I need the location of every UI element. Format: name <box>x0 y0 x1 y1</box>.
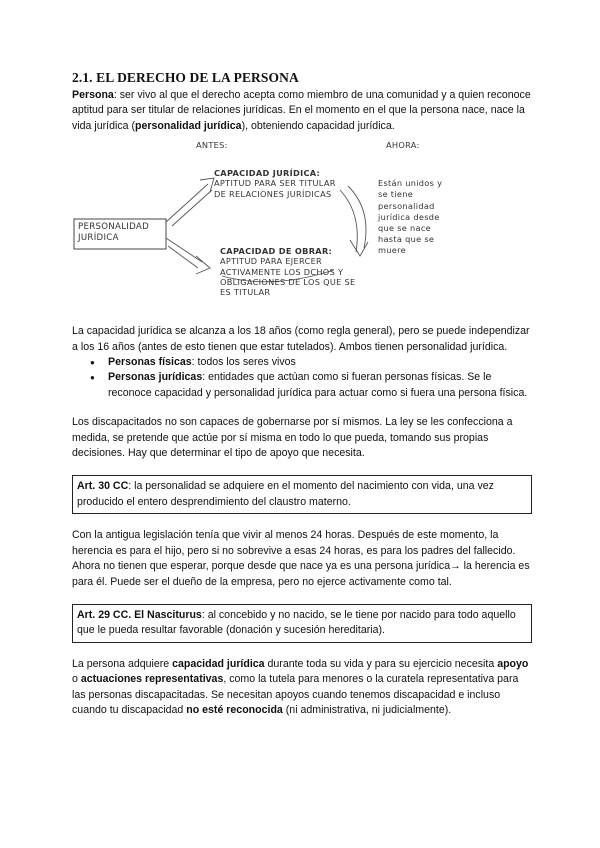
final-bold-4: no esté reconocida <box>186 703 283 716</box>
intro-text-2: ), obteniendo capacidad jurídica. <box>241 119 395 132</box>
ahora-line-4: jurídica desde <box>378 211 440 222</box>
art29-text: : al concebido y no nacido, se le tiene por nacido para todo aquello que le pueda resultar favorable (donación y sucesión hereditaria). <box>77 608 516 637</box>
arrow-lower <box>166 238 210 274</box>
final-text-2: durante toda su vida y para su ejercicio necesita <box>264 657 498 670</box>
final-paragraph <box>72 657 532 719</box>
section-heading: 2.1. EL DERECHO DE LA PERSONA <box>72 70 299 85</box>
antes-label: ANTES: <box>196 140 228 151</box>
cap-juridica-line-2: DE RELACIONES JURÍDICAS <box>214 188 332 199</box>
ahora-line-6: hasta que se <box>378 234 435 245</box>
ahora-line-7: muere <box>378 245 406 256</box>
final-bold-2: apoyo <box>497 657 529 670</box>
bullet-term: Personas jurídicas <box>108 371 203 384</box>
cap-obrar-line-4: ES TITULAR <box>220 287 271 298</box>
ahora-line-5: que se nace <box>378 223 431 234</box>
cap-obrar-line-2: ACTIVAMENTE LOS DCHOS Y <box>220 266 344 277</box>
ahora-label: AHORA: <box>386 140 420 151</box>
capacidad-obrar-text <box>220 246 356 297</box>
personality-diagram <box>72 140 532 310</box>
intro-bold: personalidad jurídica <box>135 119 242 132</box>
personalidad-line-2: JURÍDICA <box>78 233 119 244</box>
bullet-term: Personas físicas <box>108 356 192 369</box>
cap-obrar-title: CAPACIDAD DE OBRAR: <box>220 246 333 257</box>
list-item <box>108 355 532 370</box>
art30-text: : la personalidad se adquiere en el momento del nacimiento con vida, una vez producido el entero desprendimiento del claustro materno. <box>77 480 494 508</box>
intro-paragraph <box>72 88 532 134</box>
persona-types-list <box>72 355 532 401</box>
final-text-1: La persona adquiere <box>72 657 173 670</box>
cap-juridica-title: CAPACIDAD JURÍDICA: <box>214 168 321 179</box>
ahora-line-1: Están unidos y <box>378 178 443 189</box>
list-item <box>108 370 532 401</box>
antigua-legislacion-paragraph: Con la antigua legislación tenía que vivir al menos 24 horas. Después de este momento, la herencia es para el hijo, pero si no sobrevive a esas 24 horas, es para los padres del fallecido. Ahora no tienen que esperar, porque desde que nace ya es una persona jurídica→ la herencia es para él. Puede ser el dueño de la empresa, pero no ejerce activamente como tal. <box>72 529 530 588</box>
final-text-4: , como la tutela para menores o la curatela representativa para las personas discapacitadas. Se necesitan apoyos cuando tenemos discapacidad e incluso cuando tu discapacidad <box>72 673 519 716</box>
bullet-text: : entidades que actúan como si fueran personas físicas. Se le reconoce capacidad y personalidad jurídica para actuar como si fuera una persona física. <box>108 371 528 399</box>
ahora-line-2: se tiene <box>378 189 414 200</box>
capacidad-paragraph: La capacidad jurídica se alcanza a los 18 años (como regla general), pero se puede independizar a los 16 años (antes de esto tienen que estar tutelados). Ambos tienen personalidad jurídica. <box>72 325 530 353</box>
final-text-5: (ni administrativa, ni judicialmente). <box>282 703 452 716</box>
intro-text-1: : ser vivo al que el derecho acepta como miembro de una comunidad y a quien reconoce aptitud para ser titular de relaciones jurídicas. En el momento en el que la persona nace, nace la vida jurídica ( <box>72 89 531 132</box>
art29-box <box>72 604 532 643</box>
cap-juridica-line-1: APTITUD PARA SER TITULAR <box>214 178 336 189</box>
bullet-text: : todos los seres vivos <box>191 356 296 369</box>
art29-term: Art. 29 CC. El Nasciturus <box>77 608 202 621</box>
document-page <box>72 70 532 718</box>
final-bold-1: capacidad jurídica <box>172 657 265 670</box>
cap-obrar-line-1: APTITUD PARA EJERCER <box>220 256 323 267</box>
final-text-3: o <box>72 673 81 686</box>
personalidad-line-1: PERSONALIDAD <box>78 222 149 233</box>
intro-term: Persona <box>72 89 114 101</box>
capacidad-juridica-text <box>214 168 336 199</box>
discapacitados-paragraph: Los discapacitados no son capaces de gobernarse por sí mismos. La ley se les confecciona a medida, se pretende que actúe por sí misma en todo lo que pueda, tomando sus propias decisiones. Hay que determinar el tipo de apoyo que necesita. <box>72 416 513 460</box>
art30-box <box>72 475 532 514</box>
arrow-upper <box>166 178 214 226</box>
ahora-text <box>378 178 442 256</box>
cap-obrar-line-3: OBLIGACIONES DE LOS QUE SE <box>220 276 356 287</box>
final-bold-3: actuaciones representativas <box>80 673 224 686</box>
art30-term: Art. 30 CC <box>77 480 129 493</box>
ahora-line-3: personalidad <box>378 200 435 211</box>
personalidad-label <box>78 222 149 244</box>
